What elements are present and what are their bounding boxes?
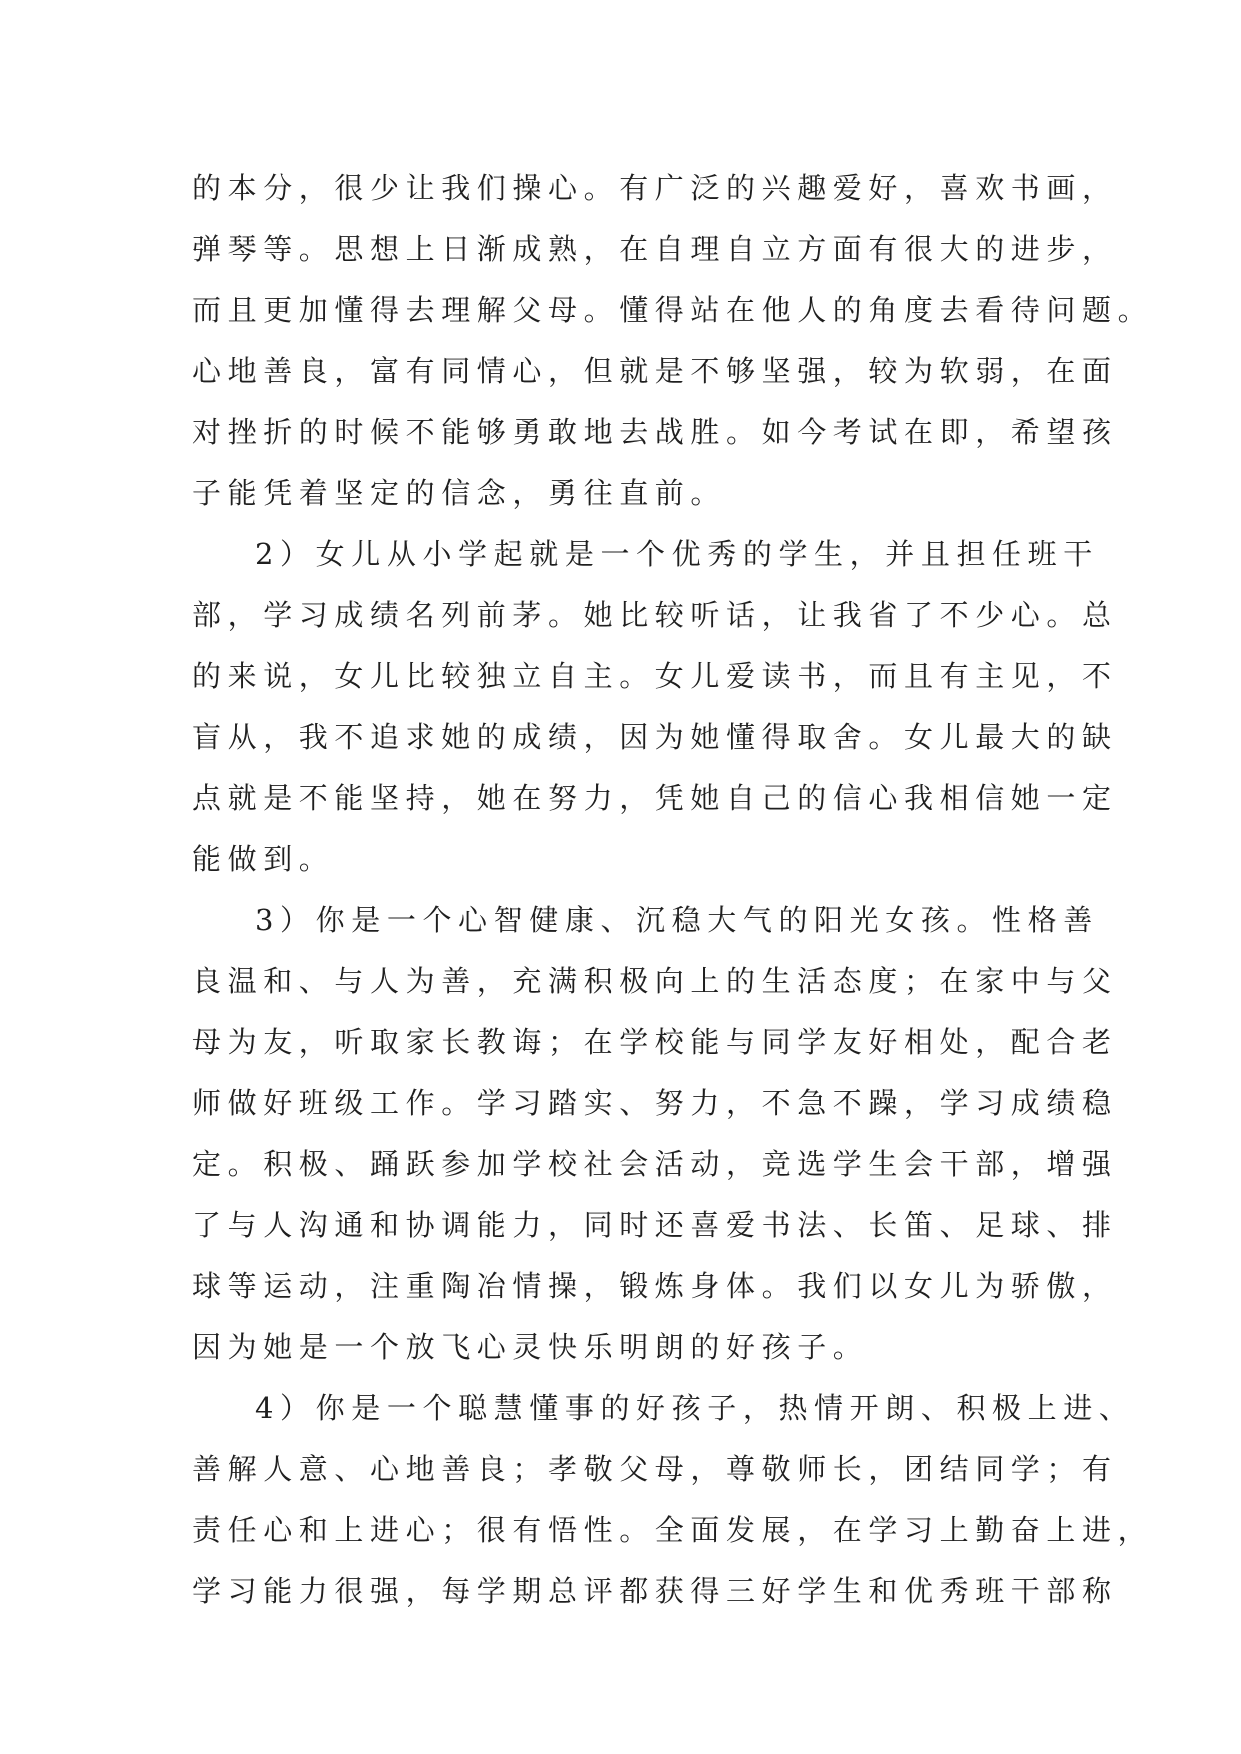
- text-line: 学习能力很强，每学期总评都获得三好学生和优秀班干部称: [192, 1574, 1118, 1608]
- text-line: 子能凭着坚定的信念，勇往直前。: [192, 476, 727, 510]
- text-line: 部，学习成绩名列前茅。她比较听话，让我省了不少心。总: [192, 598, 1118, 632]
- paragraph-start-line: 3）你是一个心智健康、沉稳大气的阳光女孩。性格善: [255, 903, 1099, 937]
- text-line: 的本分，很少让我们操心。有广泛的兴趣爱好，喜欢书画，: [192, 171, 1118, 205]
- text-line: 而且更加懂得去理解父母。懂得站在他人的角度去看待问题。: [192, 293, 1154, 327]
- text-line: 的来说，女儿比较独立自主。女儿爱读书，而且有主见，不: [192, 659, 1118, 693]
- text-line: 定。积极、踊跃参加学校社会活动，竞选学生会干部，增强: [192, 1147, 1118, 1181]
- text-line: 责任心和上进心；很有悟性。全面发展，在学习上勤奋上进，: [192, 1513, 1154, 1547]
- text-line: 心地善良，富有同情心，但就是不够坚强，较为软弱，在面: [192, 354, 1118, 388]
- text-line: 球等运动，注重陶冶情操，锻炼身体。我们以女儿为骄傲，: [192, 1269, 1118, 1303]
- text-line: 弹琴等。思想上日渐成熟，在自理自立方面有很大的进步，: [192, 232, 1118, 266]
- text-line: 了与人沟通和协调能力，同时还喜爱书法、长笛、足球、排: [192, 1208, 1118, 1242]
- text-line: 良温和、与人为善，充满积极向上的生活态度；在家中与父: [192, 964, 1118, 998]
- text-line: 善解人意、心地善良；孝敬父母，尊敬师长，团结同学；有: [192, 1452, 1118, 1486]
- text-line: 点就是不能坚持，她在努力，凭她自己的信心我相信她一定: [192, 781, 1118, 815]
- text-line: 能做到。: [192, 842, 335, 876]
- text-line: 因为她是一个放飞心灵快乐明朗的好孩子。: [192, 1330, 869, 1364]
- paragraph-start-line: 4）你是一个聪慧懂事的好孩子，热情开朗、积极上进、: [255, 1391, 1135, 1425]
- text-line: 对挫折的时候不能够勇敢地去战胜。如今考试在即，希望孩: [192, 415, 1118, 449]
- text-line: 母为友，听取家长教诲；在学校能与同学友好相处，配合老: [192, 1025, 1118, 1059]
- text-line: 师做好班级工作。学习踏实、努力，不急不躁，学习成绩稳: [192, 1086, 1118, 1120]
- paragraph-start-line: 2）女儿从小学起就是一个优秀的学生，并且担任班干: [255, 537, 1099, 571]
- text-line: 盲从，我不追求她的成绩，因为她懂得取舍。女儿最大的缺: [192, 720, 1118, 754]
